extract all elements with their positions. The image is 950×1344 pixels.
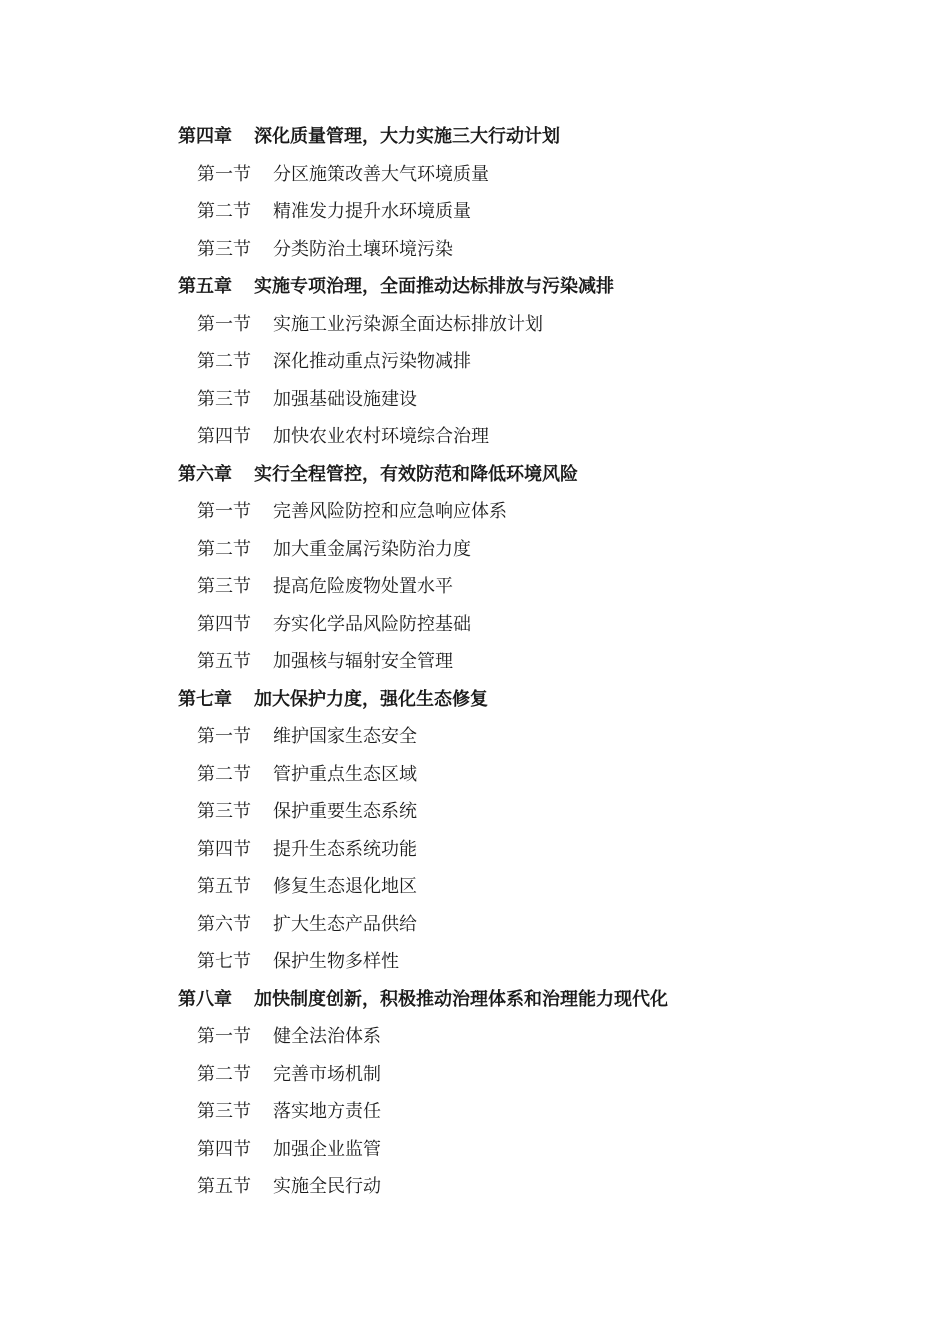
section-title: 保护重要生态系统 <box>273 801 417 822</box>
section-entry[interactable] <box>178 193 878 231</box>
section-number: 第一节 <box>197 1026 251 1047</box>
section-entry[interactable] <box>178 231 878 269</box>
section-title: 分区施策改善大气环境质量 <box>273 163 489 185</box>
section-title: 深化推动重点污染物减排 <box>273 351 471 372</box>
section-title: 落实地方责任 <box>273 1101 381 1122</box>
section-number: 第一节 <box>197 313 251 335</box>
section-entry[interactable] <box>178 418 878 456</box>
chapter-number: 第七章 <box>178 688 232 710</box>
section-entry[interactable] <box>178 1168 878 1206</box>
section-number: 第三节 <box>197 238 251 260</box>
chapter-title: 实行全程管控，有效防范和降低环境风险 <box>254 463 578 485</box>
chapter-title: 实施专项治理，全面推动达标排放与污染减排 <box>254 276 614 297</box>
section-entry[interactable] <box>178 306 878 344</box>
chapter-number: 第四章 <box>178 126 232 147</box>
section-entry[interactable] <box>178 343 878 381</box>
section-title: 维护国家生态安全 <box>273 726 417 747</box>
chapter-heading[interactable] <box>178 118 878 156</box>
section-entry[interactable] <box>178 381 878 419</box>
section-number: 第二节 <box>197 538 251 560</box>
section-entry[interactable] <box>178 531 878 569</box>
section-number: 第二节 <box>197 201 251 222</box>
chapter-number: 第六章 <box>178 463 232 485</box>
section-title: 加快农业农村环境综合治理 <box>273 426 489 447</box>
section-entry[interactable] <box>178 1093 878 1131</box>
section-entry[interactable] <box>178 606 878 644</box>
section-number: 第一节 <box>197 726 251 747</box>
section-title: 健全法治体系 <box>273 1026 381 1047</box>
chapter-heading[interactable] <box>178 681 878 719</box>
section-title: 加强基础设施建设 <box>273 388 417 410</box>
chapter-title: 加大保护力度，强化生态修复 <box>254 688 488 710</box>
section-title: 扩大生态产品供给 <box>273 913 417 935</box>
section-number: 第三节 <box>197 388 251 410</box>
section-title: 修复生态退化地区 <box>273 876 417 897</box>
chapter-heading[interactable] <box>178 981 878 1019</box>
section-title: 完善市场机制 <box>273 1063 381 1085</box>
section-entry[interactable] <box>178 1056 878 1094</box>
section-number: 第三节 <box>197 1101 251 1122</box>
section-entry[interactable] <box>178 643 878 681</box>
section-title: 加强企业监管 <box>273 1138 381 1160</box>
section-title: 精准发力提升水环境质量 <box>273 201 471 222</box>
section-number: 第一节 <box>197 501 251 522</box>
table-of-contents <box>178 118 878 1206</box>
section-title: 加大重金属污染防治力度 <box>273 538 471 560</box>
section-number: 第五节 <box>197 651 251 672</box>
section-title: 实施全民行动 <box>273 1176 381 1197</box>
chapter-title: 加快制度创新，积极推动治理体系和治理能力现代化 <box>254 988 668 1010</box>
section-title: 完善风险防控和应急响应体系 <box>273 501 507 522</box>
section-title: 加强核与辐射安全管理 <box>273 651 453 672</box>
section-number: 第七节 <box>197 951 251 972</box>
section-number: 第二节 <box>197 1063 251 1085</box>
chapter-number: 第五章 <box>178 276 232 297</box>
section-entry[interactable] <box>178 943 878 981</box>
section-title: 夯实化学品风险防控基础 <box>273 613 471 635</box>
section-title: 实施工业污染源全面达标排放计划 <box>273 313 543 335</box>
section-entry[interactable] <box>178 156 878 194</box>
section-entry[interactable] <box>178 493 878 531</box>
section-entry[interactable] <box>178 568 878 606</box>
chapter-heading[interactable] <box>178 456 878 494</box>
section-number: 第四节 <box>197 1138 251 1160</box>
section-entry[interactable] <box>178 831 878 869</box>
section-title: 管护重点生态区域 <box>273 763 417 785</box>
section-title: 提高危险废物处置水平 <box>273 576 453 597</box>
section-number: 第四节 <box>197 613 251 635</box>
section-number: 第三节 <box>197 801 251 822</box>
section-number: 第五节 <box>197 876 251 897</box>
section-number: 第六节 <box>197 913 251 935</box>
chapter-heading[interactable] <box>178 268 878 306</box>
section-number: 第三节 <box>197 576 251 597</box>
chapter-number: 第八章 <box>178 988 232 1010</box>
section-entry[interactable] <box>178 868 878 906</box>
chapter-title: 深化质量管理，大力实施三大行动计划 <box>254 126 560 147</box>
section-number: 第四节 <box>197 426 251 447</box>
section-entry[interactable] <box>178 1018 878 1056</box>
section-entry[interactable] <box>178 906 878 944</box>
section-number: 第二节 <box>197 763 251 785</box>
section-entry[interactable] <box>178 718 878 756</box>
section-entry[interactable] <box>178 1131 878 1169</box>
section-title: 提升生态系统功能 <box>273 838 417 860</box>
section-entry[interactable] <box>178 793 878 831</box>
section-number: 第一节 <box>197 163 251 185</box>
section-entry[interactable] <box>178 756 878 794</box>
section-number: 第四节 <box>197 838 251 860</box>
section-number: 第五节 <box>197 1176 251 1197</box>
section-title: 保护生物多样性 <box>273 951 399 972</box>
section-title: 分类防治土壤环境污染 <box>273 238 453 260</box>
section-number: 第二节 <box>197 351 251 372</box>
